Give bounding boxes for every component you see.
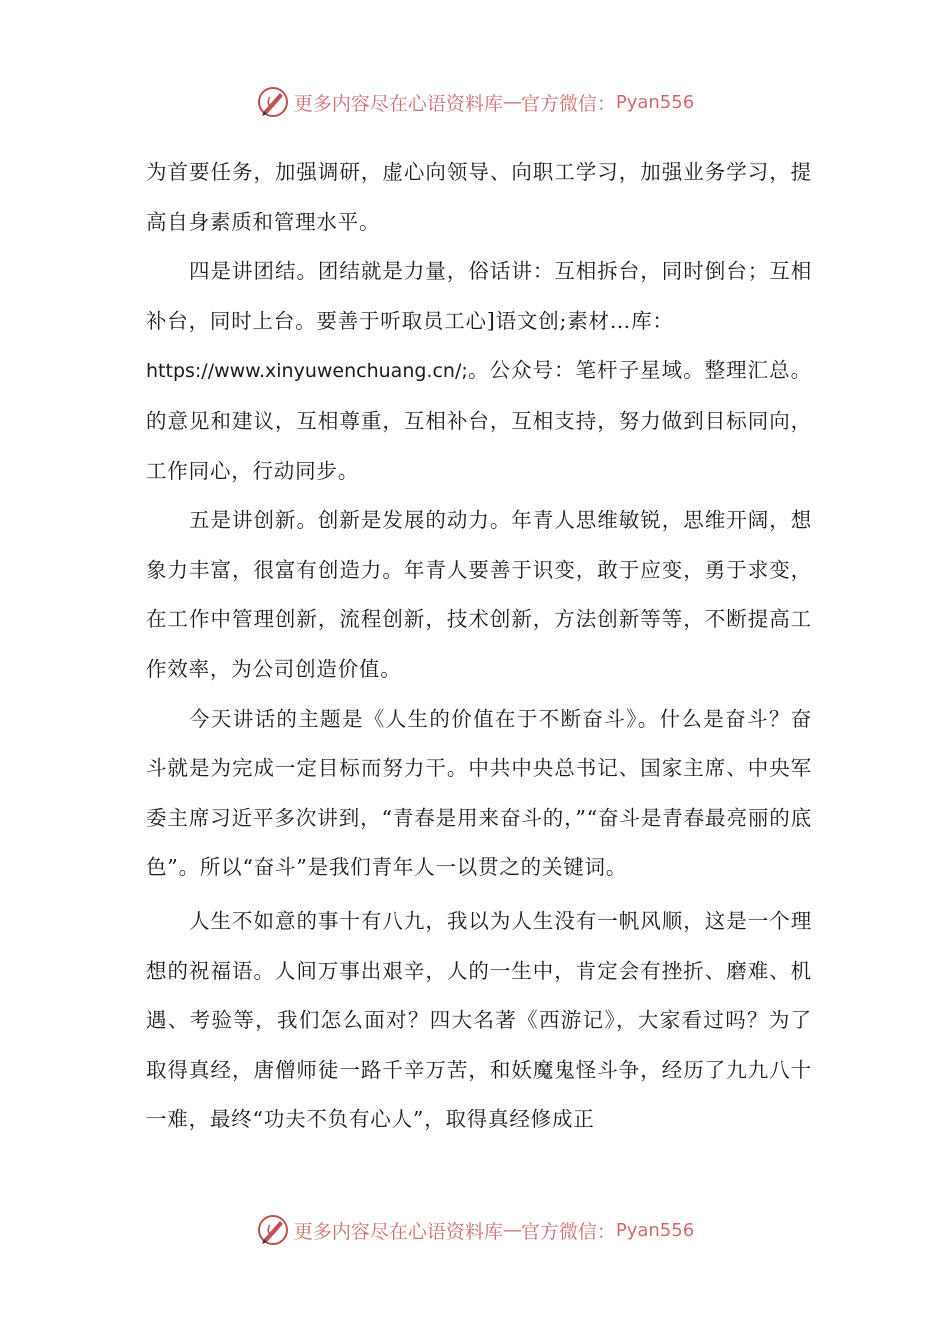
banner-text: 更多内容尽在心语资料库 [293,1220,503,1243]
paragraph-3 [146,346,812,496]
paragraph-2: 四是讲团结。团结就是力量，俗话讲：互相拆台，同时倒台；互相补台，同时上台。要善于听取员工心]语文创;素材…库： [146,259,812,333]
banner-account: Pyan556 [615,1219,695,1241]
banner-label: 官方微信： [520,92,616,115]
banner-separator: — [502,91,521,113]
paragraph-5: 今天讲话的主题是《人生的价值在于不断奋斗》。什么是奋斗？奋斗就是为完成一定目标而努力干。中共中央总书记、国家主席、中央军委主席习近平多次讲到，“青春是用来奋斗的，”“奋斗是青春最亮丽的底色”。所以“奋斗”是我们青年人一以贯之的关键词。 [146,706,812,880]
paragraph-4: 五是讲创新。创新是发展的动力。年青人思维敏锐，思维开阔，想象力丰富，很富有创造力。年青人要善于识变，敢于应变，勇于求变，在工作中管理创新，流程创新，技术创新，方法创新等等，不断提高工作效率，为公司创造价值。 [146,508,812,681]
website-url: https://www.xinyuwenchuang.cn/; [146,360,468,383]
banner-account: Pyan556 [615,91,695,113]
banner-separator: — [502,1219,521,1241]
banner-label: 官方微信： [520,1220,616,1243]
pen-logo-icon [256,85,290,119]
banner-text: 更多内容尽在心语资料库 [293,92,503,115]
paragraph-6: 人生不如意的事十有八九，我以为人生没有一帆风顺，这是一个理想的祝福语。人间万事出艰辛，人的一生中，肯定会有挫折、磨难、机遇、考验等，我们怎么面对？四大名著《西游记》，大家看过吗？为了取得真经，唐僧师徒一路千辛万苦，和妖魔鬼怪斗争，经历了九九八十一难，最终“功夫不负有心人”，取得真经修成正 [146,908,812,1132]
paragraph-1: 为首要任务，加强调研，虚心向领导、向职工学习，加强业务学习，提高自身素质和管理水平。 [146,160,812,234]
paragraph-3-text: 。公众号：笔杆子星域。整理汇总。的意见和建议，互相尊重，互相补台，互相支持，努力做到目标同向，工作同心，行动同步。 [146,358,812,483]
pen-logo-icon [256,1213,290,1247]
watermark-banner-bottom [0,1210,950,1250]
watermark-banner-top [0,82,950,122]
document-body [146,148,812,1145]
